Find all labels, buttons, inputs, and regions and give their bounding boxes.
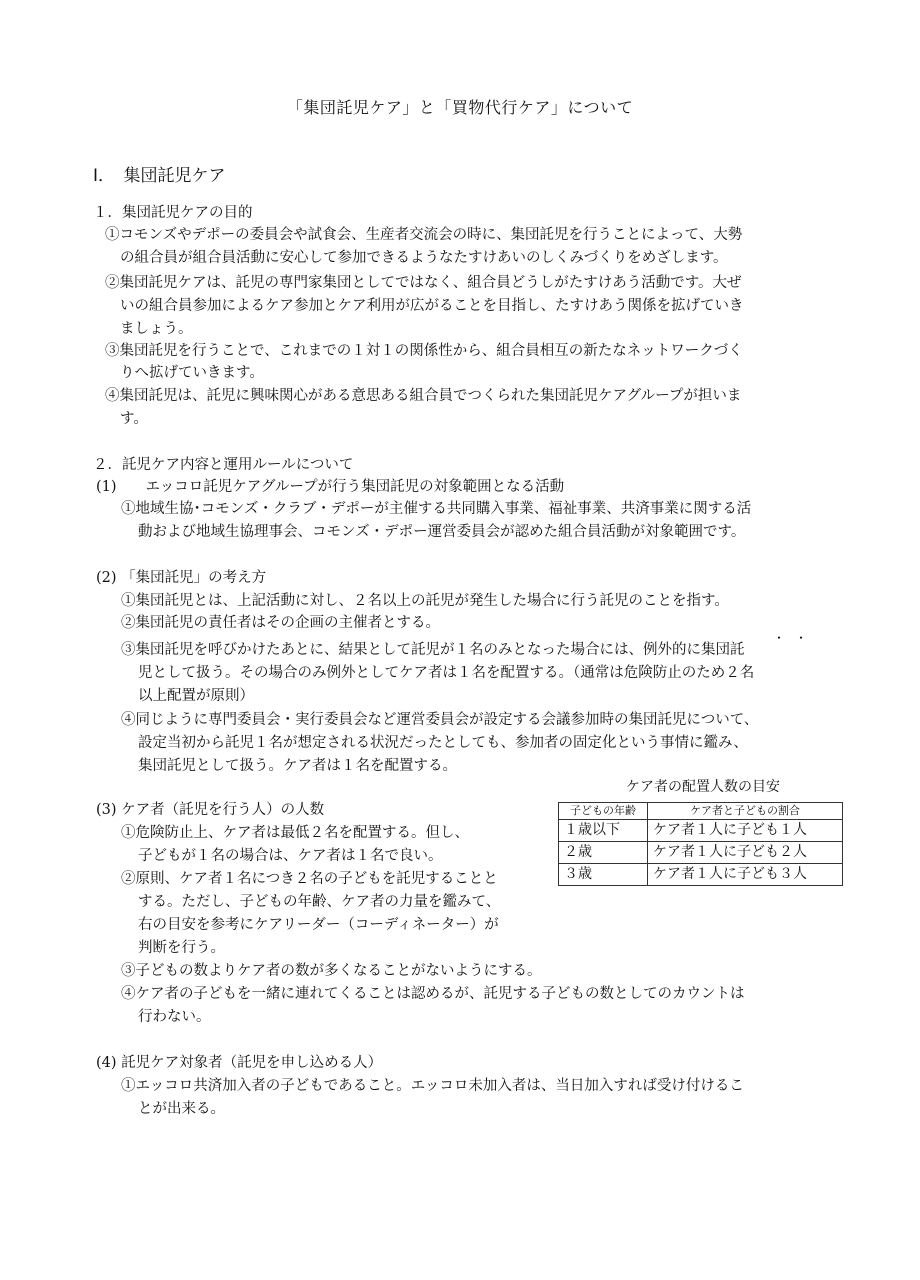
rules-4-line-2: とが出来る。	[138, 1101, 225, 1117]
rules-3-line-3: ②原則、ケア者１名につき２名の子どもを託児することと	[121, 871, 498, 887]
rules-3-line-4: する。ただし、子どもの年齢、ケア者の力量を鑑みて、	[138, 894, 501, 910]
rules-3-line-9: 行わない。	[138, 1009, 211, 1025]
table-cell-ratio: ケア者１人に子ども３人	[648, 864, 843, 886]
table-row	[559, 842, 843, 864]
table-header-row	[559, 803, 843, 820]
purpose-line-8: ④集団託児は、託児に興味関心がある意思ある組合員でつくられた集団託児ケアグループが担いま	[105, 388, 742, 404]
table-cell-age: ２歳	[559, 842, 648, 864]
rules-4-heading: (4) 託児ケア対象者（託児を申し込める人）	[96, 1055, 383, 1071]
rules-2-line-7: 設定当初から託児１名が想定される状況だったとしても、参加者の固定化という事情に鑑み、	[138, 735, 748, 751]
purpose-line-6: ③集団託児を行うことで、これまでの１対１の関係性から、組合員相互の新たなネットワークづく	[105, 343, 743, 359]
subsection-heading-rules: ２．託児ケア内容と運用ルールについて	[93, 457, 354, 473]
rules-3-line-2: 子どもが１名の場合は、ケア者は１名で良い。	[138, 848, 443, 864]
table-header-ratio: ケア者と子どもの割合	[648, 803, 843, 820]
rules-2-line-6: ④同じように専門委員会・実行委員会など運営委員会が設定する会議参加時の集団託児について、	[121, 712, 759, 728]
rules-3-line-7: ③子どもの数よりケア者の数が多くなることがないようにする。	[121, 963, 542, 979]
care-ratio-table	[558, 802, 843, 886]
purpose-line-3: ②集団託児ケアは、託児の専門家集団としてではなく、組合員どうしがたすけあう活動です。大ぜ	[105, 275, 742, 291]
table-cell-age: １歳以下	[559, 820, 648, 842]
purpose-line-5: ましょう。	[120, 321, 193, 337]
table-cell-age: ３歳	[559, 864, 648, 886]
section-heading-1: Ⅰ． 集団託児ケア	[93, 166, 226, 186]
purpose-line-9: す。	[120, 411, 148, 427]
purpose-line-2: の組合員が組合員活動に安心して参加できるようなたすけあいのしくみづくりをめざします。	[120, 250, 728, 266]
emphasis-dots: ・・	[773, 631, 818, 645]
rules-3-line-1: ①危険防止上、ケア者は最低２名を配置する。但し、	[121, 825, 469, 841]
purpose-line-7: りへ拡げていきます。	[120, 365, 264, 381]
rules-2-line-8: 集団託児として扱う。ケア者は１名を配置する。	[138, 758, 457, 774]
subsection-heading-purpose: １．集団託児ケアの目的	[93, 205, 253, 221]
rules-1-line-2: 動および地域生協理事会、コモンズ・デポー運営委員会が認めた組合員活動が対象範囲です。	[138, 524, 746, 540]
purpose-line-4: いの組合員参加によるケア参加とケア利用が広がることを目指し、たすけあう関係を拡げていき	[120, 298, 744, 314]
rules-2-line-3: ③集団託児を呼びかけたあとに、結果として託児が１名のみとなった場合には、例外的に集団託	[121, 642, 745, 658]
table-cell-ratio: ケア者１人に子ども２人	[648, 842, 843, 864]
rules-1-heading: (1) エッコロ託児ケアグループが行う集団託児の対象範囲となる活動	[96, 479, 565, 495]
rules-2-line-2: ②集団託児の責任者はその企画の主催者とする。	[121, 615, 440, 631]
table-caption: ケア者の配置人数の目安	[626, 779, 780, 795]
rules-3-heading: (3) ケア者（託児を行う人）の人数	[96, 802, 325, 818]
purpose-line-1: ①コモンズやデポーの委員会や試食会、生産者交流会の時に、集団託児を行うことによって、大勢	[105, 227, 743, 243]
document-title: 「集団託児ケア」と「買物代行ケア」について	[286, 98, 634, 117]
rules-4-line-1: ①エッコロ共済加入者の子どもであること。エッコロ未加入者は、当日加入すれば受け付けるこ	[121, 1078, 744, 1094]
table-row	[559, 864, 843, 886]
table-header-age: 子どもの年齢	[559, 803, 648, 820]
rules-2-line-4: 児として扱う。その場合のみ例外としてケア者は１名を配置する。（通常は危険防止のため２名	[138, 665, 755, 681]
rules-1-line-1: ①地域生協･コモンズ・クラブ・デポーが主催する共同購入事業、福祉事業、共済事業に関する活	[121, 501, 752, 517]
rules-3-line-8: ④ケア者の子どもを一緒に連れてくることは認めるが、託児する子どもの数としてのカウントは	[121, 986, 745, 1002]
rules-2-heading: (2) 「集団託児」の考え方	[96, 570, 267, 586]
rules-2-line-5: 以上配置が原則）	[138, 688, 254, 704]
table-row	[559, 820, 843, 842]
rules-3-line-6: 判断を行う。	[138, 940, 225, 956]
rules-3-line-5: 右の目安を参考にケアリーダー（コーディネーター）が	[138, 917, 499, 933]
table-cell-ratio: ケア者１人に子ども１人	[648, 820, 843, 842]
rules-2-line-1: ①集団託児とは、上記活動に対し、２名以上の託児が発生した場合に行う託児のことを指す。	[121, 593, 729, 609]
